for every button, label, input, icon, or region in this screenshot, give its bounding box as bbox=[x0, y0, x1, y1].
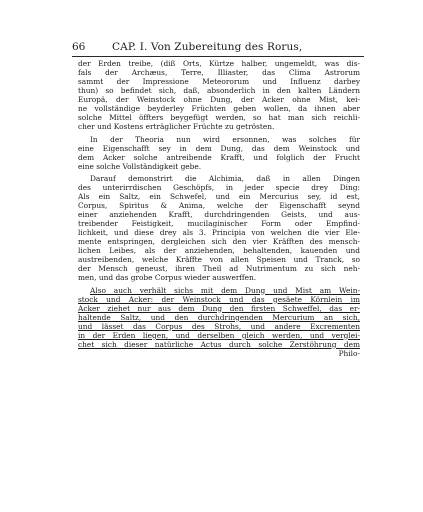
text-line: solche Mittel öffters beygefügt werden, so hat man sich reichli- bbox=[78, 113, 360, 123]
text-line: fals der Archæus, Terre, Illiaster, das Clima Astrorum bbox=[78, 68, 360, 78]
text-line: lichkeit, und diese drey als 3. Principia von welchen die vier Ele- bbox=[78, 228, 360, 238]
text-line: Darauf demonstrirt die Alchimia, daß in allen Dingen bbox=[90, 173, 360, 183]
text-line: mente entspringen, dergleichen sich den vier Kräfften des mensch- bbox=[78, 237, 360, 247]
text-line: in der Erden liegen, und derselben gleich werden, und verglei- bbox=[78, 330, 360, 340]
paragraph bbox=[78, 174, 360, 283]
catchword: Philo- bbox=[338, 349, 360, 359]
text-line: und lässet das Corpus des Strohs, und andere Excrementen bbox=[78, 321, 360, 331]
text-line: Acker ziehet nur aus dem Dung den firsten Schweffel, das er- bbox=[78, 303, 360, 313]
text-line: eine Eigenschafft sey in dem Dung, das dem Weinstock und bbox=[78, 143, 360, 153]
text-line: Also auch verhält sichs mit dem Dung und Mist am Wein- bbox=[90, 285, 360, 295]
text-line: treibender Feistigkeit, mucilaginischer Form oder Empfind- bbox=[78, 219, 360, 229]
text-line: austreibenden, welche Kräffte von allen Speisen und Tranck, so bbox=[78, 255, 360, 265]
text-line: lichen Leibes, als der anziehenden, behaltenden, kauenden und bbox=[78, 246, 360, 256]
page-body bbox=[78, 59, 360, 361]
text-line: der Erden treibe, (diß Orts, Kürtze halber, ungemeldt, was dis- bbox=[78, 59, 360, 68]
text-line: ne vollständige beyderley Früchten geben wollen, da ihnen aber bbox=[78, 104, 360, 114]
text-line: haltende Saltz, und den durchdringenden Mercurium an sich, bbox=[78, 312, 360, 322]
text-line: Europä, der Weinstock ohne Dung, der Acker ohne Mist, kei- bbox=[78, 95, 360, 105]
text-line: sammt der Impressione Meteororum und Influenz darbey bbox=[78, 77, 360, 87]
header-rule bbox=[72, 56, 364, 57]
paragraph bbox=[78, 59, 360, 131]
text-line: einer anziehenden Krafft, durchdringenden Geists, und aus- bbox=[78, 210, 360, 220]
paragraph bbox=[78, 286, 360, 358]
text-line: des unterirrdischen Geschöpfs, in jeder specie drey Ding: bbox=[78, 182, 360, 192]
text-line: cher und Kostens erträglicher Früchte zu getrösten. bbox=[78, 122, 275, 132]
text-line: dem Acker solche antreibende Krafft, und folglich der Frucht bbox=[78, 152, 360, 162]
running-header bbox=[72, 40, 362, 54]
text-line: eine solche Vollständigkeit gebe. bbox=[78, 161, 202, 171]
text-line: thun) so befindet sich, daß, absonderlich in den kalten Ländern bbox=[78, 86, 360, 96]
text-line: Als ein Saltz, ein Schwefel, und ein Mercurius sey, id est, bbox=[78, 192, 360, 202]
text-line: Corpus, Spiritus & Anima, welche der Eigenschafft seynd bbox=[78, 201, 360, 211]
paragraph bbox=[78, 135, 360, 171]
text-line: stock und Acker: der Weinstock und das gesäete Körnlein im bbox=[78, 294, 360, 304]
text-line: men, und das grobe Corpus wieder auswerffen. bbox=[78, 273, 257, 283]
running-title: CAP. I. Von Zubereitung des Rorus, bbox=[112, 41, 303, 53]
text-line: In der Theoria nun wird ersonnen, was solches für bbox=[90, 134, 360, 144]
text-line: der Mensch geneust, ihren Theil ad Nutrimentum zu sich neh- bbox=[78, 264, 360, 274]
page-number: 66 bbox=[72, 41, 86, 53]
text-line: chet sich dieser natürliche Actus durch solche Zerstöhrung dem bbox=[78, 339, 360, 349]
